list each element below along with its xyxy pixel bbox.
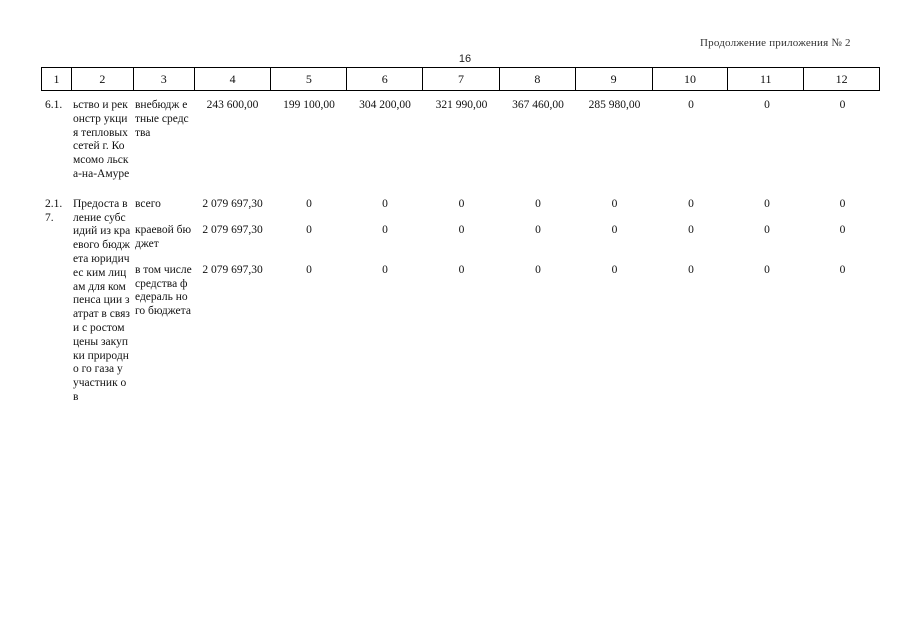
subrow-source: всего (135, 197, 161, 210)
value-col-10: 0 (688, 99, 694, 111)
subrow-source: краевой бюджет (135, 223, 192, 250)
row-name: ьство и реконстр укция тепловых сетей г. Комсомо льска-на-Амуре (73, 99, 130, 180)
header-col-9: 9 (576, 68, 653, 90)
value-col-4: 243 600,00 (206, 99, 259, 111)
value-col-9: 0 (611, 263, 618, 276)
value-col-4: 2 079 697,30 (202, 197, 263, 210)
value-col-4: 2 079 697,30 (202, 223, 263, 236)
value-col-7: 0 (458, 263, 465, 276)
header-col-10: 10 (653, 68, 729, 90)
subrow-federal-budget (133, 264, 880, 319)
value-col-12: 0 (839, 197, 846, 210)
value-col-7: 0 (458, 223, 465, 236)
value-col-6: 0 (382, 263, 388, 276)
annex-continuation-note: Продолжение приложения № 2 (700, 37, 851, 49)
value-col-11: 0 (764, 197, 770, 210)
value-col-11: 0 (764, 99, 770, 111)
header-col-8: 8 (500, 68, 576, 90)
funding-subrows (133, 198, 880, 405)
value-col-6: 0 (382, 223, 388, 236)
header-col-5: 5 (271, 68, 347, 90)
value-col-8: 0 (535, 197, 541, 210)
subrow-source: в том числе средства федераль ного бюджета (135, 263, 192, 318)
value-col-9: 0 (611, 197, 618, 210)
value-col-5: 0 (306, 223, 312, 236)
value-col-7: 321 990,00 (435, 99, 488, 111)
budget-table (41, 67, 880, 405)
value-col-8: 0 (535, 263, 541, 276)
value-col-9: 285 980,00 (588, 99, 641, 111)
value-col-10: 0 (688, 197, 694, 210)
header-col-3: 3 (134, 68, 195, 90)
row-code: 2.1. 7. (45, 197, 63, 224)
value-col-12: 0 (839, 99, 846, 111)
value-col-8: 367 460,00 (512, 99, 564, 111)
subrow-regional-budget (133, 224, 880, 264)
column-number-header (41, 67, 880, 91)
table-row (41, 99, 880, 182)
value-col-8: 0 (535, 223, 541, 236)
header-col-1: 1 (42, 68, 72, 90)
value-col-4: 2 079 697,30 (202, 263, 263, 276)
value-col-6: 304 200,00 (359, 99, 411, 111)
header-col-4: 4 (195, 68, 272, 90)
value-col-11: 0 (764, 223, 770, 236)
header-col-7: 7 (423, 68, 500, 90)
row-code: 6.1. (45, 99, 63, 111)
value-col-10: 0 (688, 263, 694, 276)
value-col-6: 0 (382, 197, 388, 210)
value-col-7: 0 (458, 197, 465, 210)
subrow-total (133, 198, 880, 224)
value-col-12: 0 (839, 223, 846, 236)
header-col-2: 2 (72, 68, 134, 90)
header-col-6: 6 (347, 68, 423, 90)
value-col-11: 0 (764, 263, 770, 276)
value-col-10: 0 (688, 223, 694, 236)
page-number: 16 (458, 53, 472, 65)
row-funding-source: внебюдж етные средства (135, 99, 189, 139)
value-col-5: 0 (306, 197, 312, 210)
value-col-5: 199 100,00 (283, 99, 335, 111)
table-row (41, 198, 880, 405)
value-col-12: 0 (839, 263, 846, 276)
row-name: Предоста вление субсидий из краевого бюджета юридичес ким лицам для компенса ции затрат в связи с ростом цены закупки природно го газа у участник ов (73, 197, 131, 403)
value-col-9: 0 (611, 223, 618, 236)
value-col-5: 0 (306, 263, 312, 276)
header-col-12: 12 (835, 72, 848, 86)
header-col-11: 11 (728, 68, 804, 90)
